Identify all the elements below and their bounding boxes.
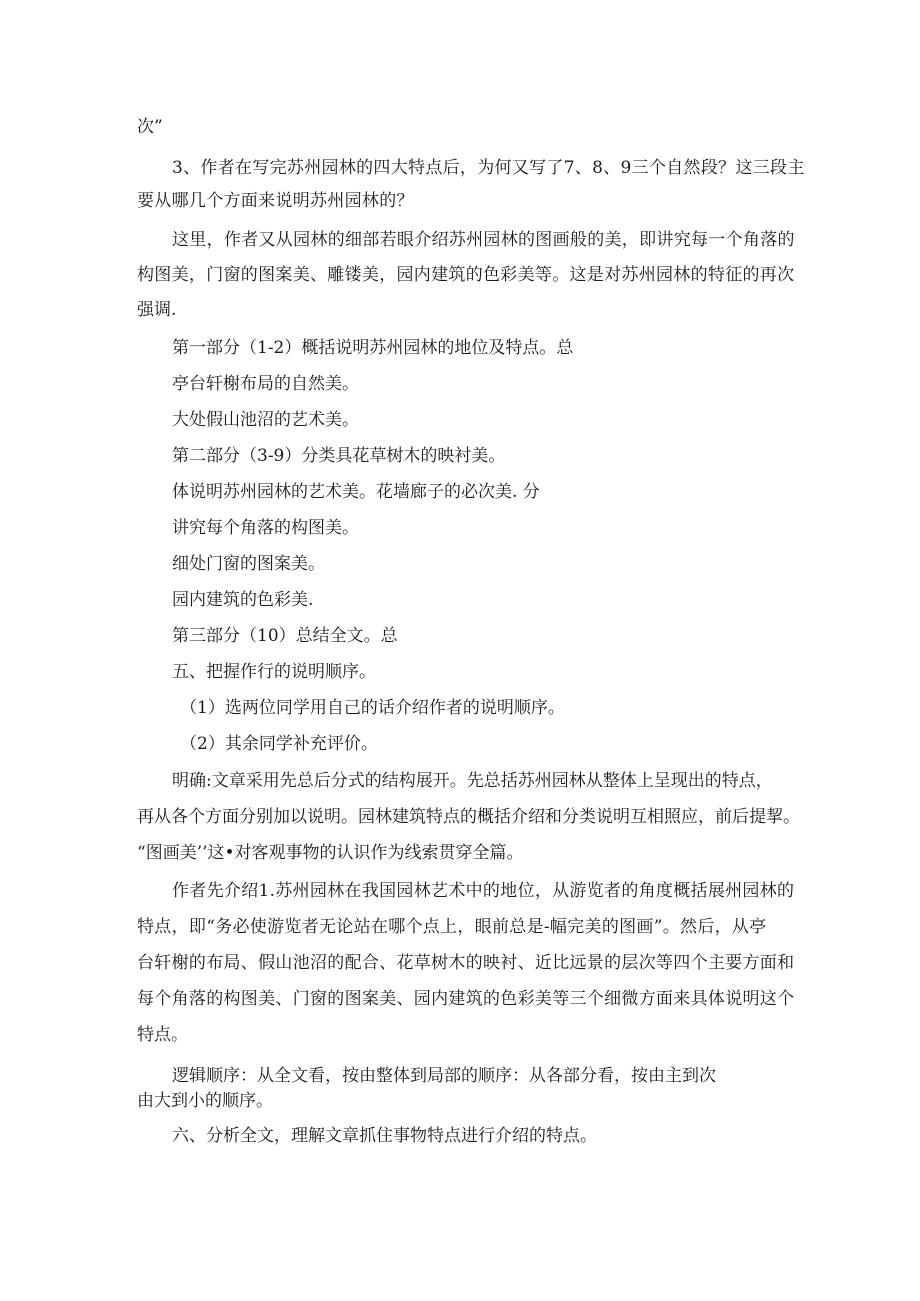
paragraph-line: 逻辑顺序：从全文看，按由整体到局部的顺序：从各部分看，按由主到次 [172,1066,716,1086]
answer-line-2: 构图美，门窗的图案美、雕镂美，园内建筑的色彩美等。这是对苏州园林的特征的再次 [137,265,795,285]
paragraph-line: 特点。 [137,1025,188,1045]
list-item: （2）其余同学补充评价。 [180,734,378,754]
answer-line-1: 这里，作者又从园林的细部若眼介绍苏州园林的图画般的美，即讲究每一个角落的 [172,230,795,250]
paragraph-line: 台轩榭的布局、假山池沼的配合、花草树木的映衬、近比远景的层次等四个主要方面和 [137,953,795,973]
paragraph-line: “图画美’’这•对客观事物的认识作为线索贯穿全篇。 [137,843,524,863]
question-3-line-1: 3、作者在写完苏州园林的四大特点后，为何又写了7、8、9三个自然段？这三段主 [172,158,805,178]
outline-line: 园内建筑的色彩美. [172,590,314,610]
paragraph-line: 特点，即“务必使游览者无论站在哪个点上，眼前总是-幅完美的图画”。然后，从亭 [137,917,767,937]
paragraph-line: 作者先介绍1.苏州园林在我国园林艺术中的地位，从游览者的角度概括展州园林的 [172,881,795,901]
outline-line: 讲究每个角落的构图美。 [172,518,359,538]
outline-line: 体说明苏州园林的艺术美。花墙廊子的必次美. 分 [172,482,540,502]
section-heading: 六、分析全文，理解文章抓住事物特点进行介绍的特点。 [172,1126,597,1146]
outline-line: 第一部分（1-2）概括说明苏州园林的地位及特点。总 [172,338,574,358]
paragraph-line: 每个角落的构图美、门窗的图案美、园内建筑的色彩美等三个细微方面来具体说明这个 [137,989,795,1009]
paragraph-line: 再从各个方面分别加以说明。园林建筑特点的概括介绍和分类说明互相照应，前后提挈。 [137,807,800,827]
outline-line: 细处门窗的图案美。 [172,554,325,574]
list-item: （1）选两位同学用自己的话介绍作者的说明顺序。 [180,698,565,718]
text-line: 次” [137,117,163,137]
outline-line: 亭台轩榭布局的自然美。 [172,374,359,394]
outline-line: 第二部分（3-9）分类具花草树木的映衬美。 [172,446,506,466]
question-3-line-2: 要从哪几个方面来说明苏州园林的？ [137,191,414,211]
outline-line: 第三部分（10）总结全文。总 [172,626,398,646]
outline-line: 大处假山池沼的艺术美。 [172,410,359,430]
paragraph-line: 明确:文章采用先总后分式的结构展开。先总括苏州园林从整体上呈现出的特点， [172,771,773,791]
paragraph-line: 由大到小的顺序。 [137,1091,273,1111]
section-heading: 五、把握作行的说明顺序。 [172,662,376,682]
answer-line-3: 强调. [137,300,177,320]
